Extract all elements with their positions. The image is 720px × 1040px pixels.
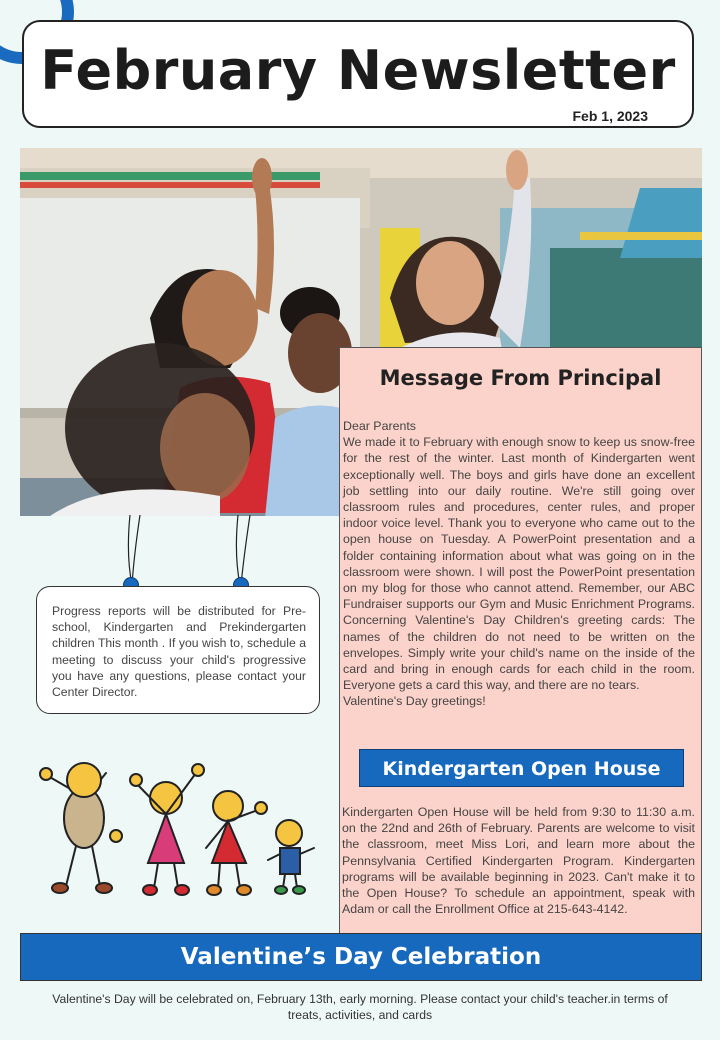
principal-message-body — [343, 418, 695, 710]
kids-drawing — [36, 748, 326, 908]
progress-report-text: Progress reports will be distributed for Pre-school, Kindergarten and Prekindergarten children This month . If you wish to, schedule a meeting to discuss your child's progressive you have any questions, please contact your Center Director. — [52, 604, 306, 700]
open-house-heading: Kindergarten Open House — [359, 749, 684, 787]
page-title: February Newsletter — [40, 39, 676, 102]
valentine-heading: Valentine’s Day Celebration — [20, 933, 702, 981]
issue-date: Feb 1, 2023 — [572, 108, 648, 124]
progress-report-note — [36, 586, 320, 714]
hanging-strings — [110, 515, 270, 595]
principal-greeting: Dear Parents — [343, 419, 417, 433]
principal-closing: Valentine's Day greetings! — [343, 694, 486, 709]
newsletter-header — [22, 20, 694, 128]
principal-message-title: Message From Principal — [379, 366, 662, 390]
principal-message-panel — [339, 347, 702, 935]
open-house-body: Kindergarten Open House will be held from 9:30 to 11:30 a.m. on the 22nd and 26th of February. Parents are welcome to visit the classroom, meet Miss Lori, and learn more about the Pennsylvania Certified Kindergarten Program. Kindergarten programs will be available beginning in 2023. Can't make it to the Open House? To schedule an appointment, speak with Adam or call the Enrollment Office at 215-643-4142. — [342, 805, 695, 917]
valentine-text: Valentine's Day will be celebrated on, February 13th, early morning. Please contact your child's teacher.in terms of treats, activities, and cards — [52, 992, 668, 1022]
principal-paragraph: We made it to February with enough snow to keep us snow-free for the rest of the winter. Last month of Kindergarten went exceptionally well. The boys and girls have done an excellent job settling into our daily routine. We're still going over classroom rules and procedures, center rules, and proper indoor voice level. Thank you to everyone who came out to the open house on Tuesday. A PowerPoint presentation and a folder containing information about what was going on in the classroom were shown. I will post the PowerPoint presentation on my blog for those who cannot attend. Remember, our ABC Fundraiser supports our Gym and Music Enrichment Programs. Concerning Valentine's Day Children's greeting cards: The names of the children do not need to be written on the envelopes. Simply write your child's name on the inside of the card and bring in enough cards for each child in the room. Everyone gets a card this way, and there are no tears. — [343, 435, 695, 693]
